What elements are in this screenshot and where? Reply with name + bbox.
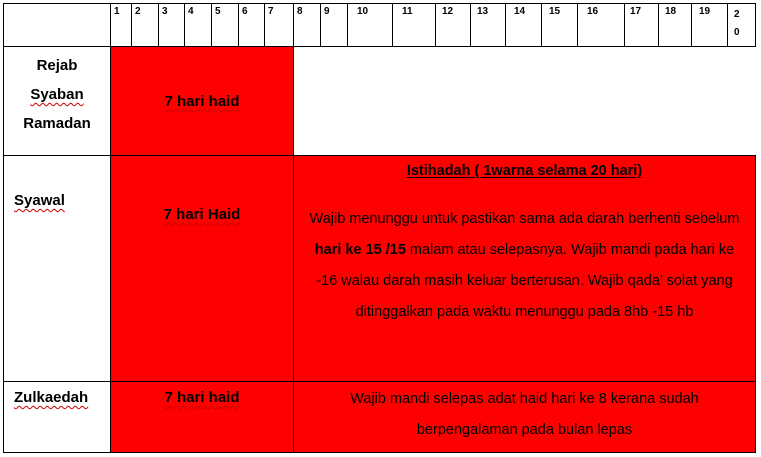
haid-cell-row3 <box>110 381 294 453</box>
day-header-8: 8 <box>293 3 321 47</box>
day-header-4: 4 <box>184 3 212 47</box>
day-header-18: 18 <box>658 3 692 47</box>
zulkaedah-note-cell <box>293 381 756 453</box>
month-cell-rejab-syaban-ramadan <box>3 46 111 156</box>
haid-label-row1: 7 hari haid <box>164 92 240 110</box>
day-header-17: 17 <box>624 3 659 47</box>
haid-label-row3: 7 hari haid <box>164 389 240 406</box>
day-header-19: 19 <box>691 3 728 47</box>
day-header-3: 3 <box>158 3 185 47</box>
day-header-15: 15 <box>541 3 578 47</box>
day-header-9: 9 <box>320 3 348 47</box>
haid-cell-row2 <box>110 155 294 382</box>
day-header-12: 12 <box>435 3 471 47</box>
day-header-1: 1 <box>110 3 132 47</box>
istihadah-cell <box>293 155 756 382</box>
day-header-16: 16 <box>577 3 625 47</box>
month-zulkaedah: Zulkaedah <box>14 389 89 406</box>
month-cell-zulkaedah <box>3 381 111 453</box>
haid-label-row2: 7 hari Haid <box>163 206 241 223</box>
month-syawal: Syawal <box>14 192 65 209</box>
month-rejab: Rejab <box>36 57 78 74</box>
month-syaban: Syaban <box>30 86 84 103</box>
month-cell-syawal <box>3 155 111 382</box>
header-corner-cell <box>3 3 111 47</box>
istihadah-body: Wajib menunggu untuk pastikan sama ada darah berhenti sebelum hari ke 15 /15 malam atau selepasnya. Wajib mandi pada hari ke -16 walau darah masih keluar berterusan. Wajib qada’ solat yang ditinggalkan pada waktu menunggu pada 8hb -15 hb <box>309 211 740 320</box>
zulkaedah-note: Wajib mandi selepas adat haid hari ke 8 kerana sudah berpengalaman pada bulan lepas <box>350 391 699 438</box>
istihadah-title: Istihadah ( 1warna selama 20 hari) <box>406 163 643 179</box>
month-ramadan: Ramadan <box>23 115 91 132</box>
day-header-2: 2 <box>131 3 159 47</box>
day-header-14: 14 <box>505 3 542 47</box>
day-header-5: 5 <box>211 3 239 47</box>
day-header-7: 7 <box>264 3 294 47</box>
haid-schedule-table <box>3 3 756 453</box>
day-header-13: 13 <box>470 3 506 47</box>
day-header-20: 2 0 <box>727 3 756 47</box>
day-header-11: 11 <box>392 3 436 47</box>
day-header-6: 6 <box>238 3 265 47</box>
haid-cell-row1 <box>110 46 294 156</box>
day-header-10: 10 <box>347 3 393 47</box>
